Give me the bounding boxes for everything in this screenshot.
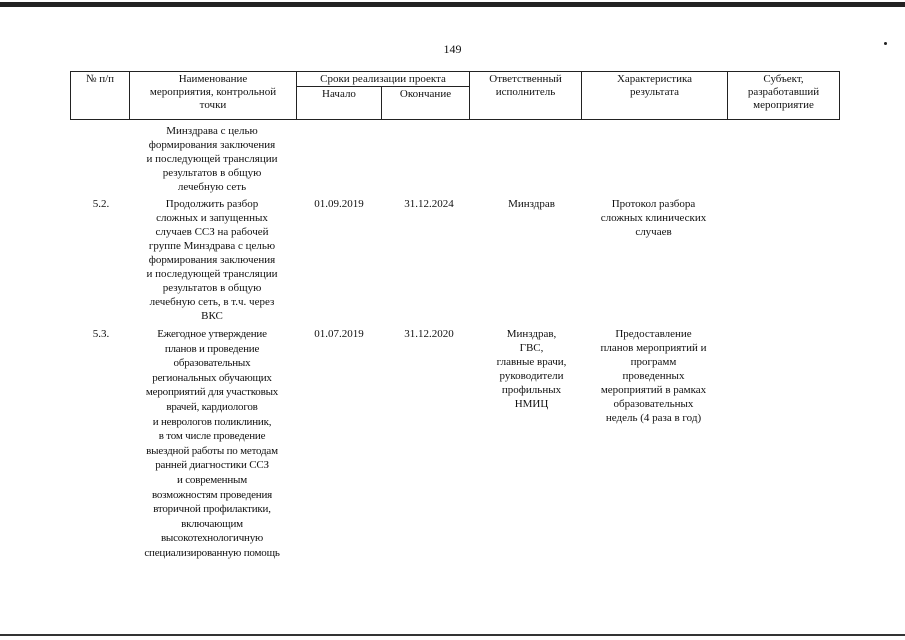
row-5-3-responsible: Минздрав, ГВС, главные врачи, руководители профильных НМИЦ — [496, 328, 567, 410]
page-number: 149 — [443, 42, 462, 56]
scan-speck — [884, 42, 887, 45]
header-name: Наименование мероприятия, контрольной точки — [149, 73, 277, 111]
bottom-scan-border — [0, 634, 905, 636]
header-terms: Сроки реализации проекта — [320, 73, 446, 85]
row-5-3-result: Предоставление планов мероприятий и программ проведенных мероприятий в рамках образовательных недель (4 раза в год) — [600, 328, 707, 424]
row-5-2-result: Протокол разбора сложных клинических случаев — [600, 198, 707, 238]
header-num: № п/п — [85, 73, 115, 85]
continuation-name-cell: Минздрава с целью формирования заключения и последующей трансляции результатов в общую лечебную сеть — [146, 125, 278, 193]
row-5-2-end: 31.12.2024 — [404, 198, 454, 210]
row-5-3-num: 5.3. — [92, 328, 110, 340]
header-responsible: Ответственный исполнитель — [489, 73, 562, 98]
header-end: Окончание — [399, 88, 452, 100]
row-5-3-end: 31.12.2020 — [404, 328, 454, 340]
header-start: Начало — [322, 88, 356, 100]
table-header — [70, 71, 840, 120]
header-subject: Субъект, разработавший мероприятие — [747, 73, 820, 111]
row-5-2-responsible: Минздрав — [508, 198, 555, 210]
row-5-3-start: 01.07.2019 — [314, 328, 364, 340]
header-result: Характеристика результата — [616, 73, 693, 98]
row-5-2-name: Продолжить разбор сложных и запущенных случаев ССЗ на рабочей группе Минздрава с целью формирования заключения и последующей трансляции результатов в общую лечебную сеть, в т.ч. через ВКС — [146, 198, 278, 322]
row-5-2-start: 01.09.2019 — [314, 198, 364, 210]
top-scan-border — [0, 2, 905, 7]
row-5-3-name: Ежегодное утверждение планов и проведение образовательных региональных обучающих мероприятий для участковых врачей, кардиологов и неврологов поликлиник, в том числе проведение выездной работы по методам ранней диагностики ССЗ и современным возможностям проведения вторичной профилактики, включающим высокотехнологичную специализированную помощь — [144, 328, 280, 559]
row-5-2-num: 5.2. — [92, 198, 110, 210]
